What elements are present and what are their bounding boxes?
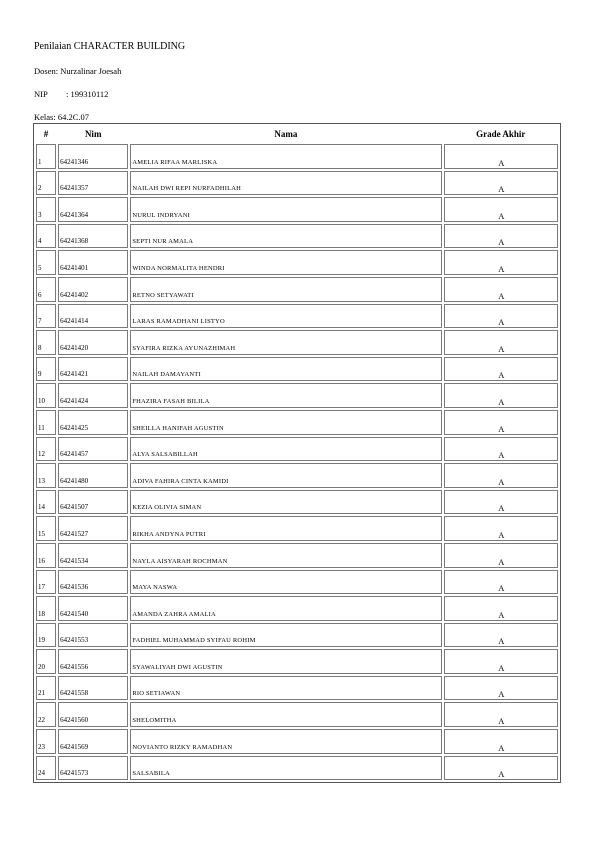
table-row — [36, 676, 558, 701]
student-name-cell — [130, 676, 441, 701]
column-header-nim: Nim — [84, 129, 102, 139]
row-number-cell — [36, 304, 56, 329]
student-nim-cell — [58, 197, 128, 222]
student-name-cell — [130, 702, 441, 727]
student-nim-cell — [58, 649, 128, 674]
student-nim-cell — [58, 702, 128, 727]
final-grade-cell — [444, 410, 558, 435]
student-nim: 64241457 — [60, 450, 89, 459]
student-nim: 64241357 — [60, 184, 89, 193]
table-row — [36, 490, 558, 515]
table-row — [36, 304, 558, 329]
row-number-cell — [36, 171, 56, 196]
student-name: ALYA SALSABILLAH — [132, 451, 198, 459]
student-name: AMANDA ZAHRA AMALIA — [132, 610, 216, 618]
table-row — [36, 729, 558, 754]
student-nim: 64241540 — [60, 609, 89, 618]
row-number: 4 — [38, 237, 42, 246]
table-row — [36, 171, 558, 196]
table-row — [36, 357, 558, 382]
row-number-cell — [36, 224, 56, 249]
student-name: NURUL INDRYANI — [132, 211, 190, 219]
student-nim-cell — [58, 277, 128, 302]
row-number: 12 — [38, 450, 45, 459]
column-header-number: # — [43, 129, 49, 139]
final-grade: A — [498, 423, 505, 434]
table-row — [36, 410, 558, 435]
student-nim-cell — [58, 490, 128, 515]
table-body — [36, 144, 558, 780]
final-grade: A — [498, 636, 505, 647]
student-nim: 64241573 — [60, 769, 89, 778]
student-nim-cell — [58, 171, 128, 196]
row-number: 17 — [38, 583, 45, 592]
student-nim-cell — [58, 410, 128, 435]
final-grade-cell — [444, 171, 558, 196]
row-number: 5 — [38, 263, 42, 272]
final-grade-cell — [444, 756, 558, 781]
row-number: 14 — [38, 503, 45, 512]
student-nim: 64241560 — [60, 716, 89, 725]
final-grade: A — [498, 237, 505, 248]
final-grade-cell — [444, 676, 558, 701]
final-grade-cell — [444, 516, 558, 541]
student-nim-cell — [58, 623, 128, 648]
row-number: 10 — [38, 396, 45, 405]
student-nim: 64241480 — [60, 476, 89, 485]
final-grade: A — [498, 184, 505, 195]
student-name-cell — [130, 570, 441, 595]
student-name-cell — [130, 250, 441, 275]
student-nim: 64241527 — [60, 529, 89, 538]
final-grade: A — [498, 742, 505, 753]
final-grade: A — [498, 263, 505, 274]
student-nim-cell — [58, 250, 128, 275]
student-nim-cell — [58, 676, 128, 701]
final-grade: A — [498, 583, 505, 594]
final-grade: A — [498, 689, 505, 700]
row-number-cell — [36, 596, 56, 621]
student-name-cell — [130, 410, 441, 435]
student-name-cell — [130, 649, 441, 674]
final-grade: A — [498, 503, 505, 514]
final-grade-cell — [444, 304, 558, 329]
final-grade-cell — [444, 490, 558, 515]
row-number-cell — [36, 250, 56, 275]
student-nim: 64241401 — [60, 263, 89, 272]
row-number-cell — [36, 516, 56, 541]
student-nim: 64241425 — [60, 423, 89, 432]
row-number: 20 — [38, 662, 45, 671]
student-name-cell — [130, 543, 441, 568]
student-nim-cell — [58, 383, 128, 408]
final-grade-cell — [444, 357, 558, 382]
student-name: RIO SETIAWAN — [132, 690, 181, 698]
student-name: NAILAH DAMAYANTI — [132, 371, 201, 379]
row-number: 21 — [38, 689, 45, 698]
final-grade: A — [498, 396, 505, 407]
final-grade: A — [498, 157, 505, 168]
student-nim: 64241536 — [60, 583, 89, 592]
student-nim: 64241534 — [60, 556, 89, 565]
student-name-cell — [130, 197, 441, 222]
student-nim-cell — [58, 357, 128, 382]
row-number: 2 — [38, 184, 42, 193]
student-name-cell — [130, 729, 441, 754]
student-name: FADHIEL MUHAMMAD SYIFAU ROHIM — [132, 637, 256, 645]
student-name-cell — [130, 596, 441, 621]
column-header-nama: Nama — [274, 129, 298, 139]
student-nim-cell — [58, 516, 128, 541]
student-name: RIKHA ANDYNA PUTRI — [132, 530, 206, 538]
row-number: 8 — [38, 343, 42, 352]
row-number-cell — [36, 543, 56, 568]
final-grade-cell — [444, 277, 558, 302]
student-name: SEPTI NUR AMALA — [132, 238, 194, 246]
student-name: SYAFIRA RIZKA AYUNAZHIMAH — [132, 344, 236, 352]
student-name-cell — [130, 623, 441, 648]
final-grade-cell — [444, 197, 558, 222]
table-row — [36, 570, 558, 595]
final-grade: A — [498, 476, 505, 487]
final-grade: A — [498, 609, 505, 620]
student-name-cell — [130, 490, 441, 515]
student-name-cell — [130, 144, 441, 169]
row-number-cell — [36, 570, 56, 595]
student-nim: 64241424 — [60, 396, 89, 405]
grades-table — [33, 123, 561, 783]
student-nim: 64241420 — [60, 343, 89, 352]
final-grade: A — [498, 662, 505, 673]
student-name: ADIVA FAHIRA CINTA KAMIDI — [132, 477, 229, 485]
student-nim: 64241556 — [60, 662, 89, 671]
row-number: 16 — [38, 556, 45, 565]
student-name-cell — [130, 437, 441, 462]
final-grade: A — [498, 450, 505, 461]
student-name: KEZIA OLIVIA SIMAN — [132, 504, 202, 512]
student-nim: 64241421 — [60, 370, 89, 379]
final-grade: A — [498, 370, 505, 381]
row-number: 22 — [38, 716, 45, 725]
row-number: 24 — [38, 769, 45, 778]
student-name: SALSABILA — [132, 770, 170, 778]
student-name-cell — [130, 304, 441, 329]
class-code: Kelas: 64.2C.07 — [34, 112, 90, 122]
row-number-cell — [36, 437, 56, 462]
student-name: NAYLA AISYARAH ROCHMAN — [132, 557, 228, 565]
student-nim: 64241364 — [60, 210, 89, 219]
final-grade-cell — [444, 250, 558, 275]
final-grade-cell — [444, 702, 558, 727]
student-name: LARAS RAMADHANI LISTYO — [132, 318, 225, 326]
row-number: 1 — [38, 157, 42, 166]
row-number-cell — [36, 702, 56, 727]
student-name-cell — [130, 171, 441, 196]
student-nim-cell — [58, 330, 128, 355]
table-row — [36, 197, 558, 222]
student-nim: 64241553 — [60, 636, 89, 645]
row-number: 11 — [38, 423, 45, 432]
final-grade: A — [498, 556, 505, 567]
final-grade-cell — [444, 570, 558, 595]
student-nim-cell — [58, 570, 128, 595]
student-name: SYAWALIYAH DWI AGUSTIN — [132, 663, 223, 671]
row-number-cell — [36, 676, 56, 701]
table-row — [36, 543, 558, 568]
row-number: 15 — [38, 529, 45, 538]
final-grade-cell — [444, 437, 558, 462]
table-row — [36, 756, 558, 781]
final-grade-cell — [444, 729, 558, 754]
student-nim: 64241507 — [60, 503, 89, 512]
table-row — [36, 144, 558, 169]
final-grade-cell — [444, 649, 558, 674]
table-row — [36, 250, 558, 275]
lecturer-nip — [34, 89, 108, 99]
table-row — [36, 330, 558, 355]
column-header-grade: Grade Akhir — [476, 129, 526, 139]
final-grade-cell — [444, 596, 558, 621]
table-row — [36, 437, 558, 462]
student-nim-cell — [58, 756, 128, 781]
student-name-cell — [130, 330, 441, 355]
row-number-cell — [36, 277, 56, 302]
lecturer-name: Dosen: Nurzalinar Joesah — [34, 66, 122, 76]
row-number-cell — [36, 383, 56, 408]
student-nim-cell — [58, 463, 128, 488]
final-grade-cell — [444, 463, 558, 488]
final-grade: A — [498, 210, 505, 221]
student-nim-cell — [58, 144, 128, 169]
table-row — [36, 596, 558, 621]
student-name: AMELIA RIFAA MARLISKA — [132, 158, 218, 166]
final-grade: A — [498, 769, 505, 780]
student-nim-cell — [58, 437, 128, 462]
final-grade: A — [498, 290, 505, 301]
student-name-cell — [130, 463, 441, 488]
row-number-cell — [36, 756, 56, 781]
final-grade-cell — [444, 144, 558, 169]
table-row — [36, 516, 558, 541]
table-row — [36, 649, 558, 674]
student-nim: 64241558 — [60, 689, 89, 698]
final-grade-cell — [444, 383, 558, 408]
row-number-cell — [36, 649, 56, 674]
student-nim-cell — [58, 224, 128, 249]
student-nim-cell — [58, 729, 128, 754]
table-row — [36, 224, 558, 249]
student-name-cell — [130, 383, 441, 408]
row-number-cell — [36, 357, 56, 382]
row-number-cell — [36, 623, 56, 648]
table-row — [36, 623, 558, 648]
row-number: 7 — [38, 317, 42, 326]
final-grade-cell — [444, 330, 558, 355]
row-number: 3 — [38, 210, 42, 219]
page-title: Penilaian CHARACTER BUILDING — [34, 41, 186, 52]
row-number: 23 — [38, 742, 45, 751]
student-nim: 64241402 — [60, 290, 89, 299]
student-nim: 64241368 — [60, 237, 89, 246]
row-number-cell — [36, 463, 56, 488]
row-number-cell — [36, 729, 56, 754]
row-number: 9 — [38, 370, 42, 379]
student-name: SHEILLA HANIFAH AGUSTIN — [132, 424, 224, 432]
student-nim-cell — [58, 304, 128, 329]
student-name: NAILAH DWI REPI NURFADHILAH — [132, 185, 242, 193]
nip-value: : 199310112 — [66, 89, 109, 99]
table-row — [36, 383, 558, 408]
student-nim: 64241569 — [60, 742, 89, 751]
final-grade: A — [498, 317, 505, 328]
student-name: MAYA NASWA — [132, 584, 178, 592]
student-name-cell — [130, 277, 441, 302]
row-number-cell — [36, 197, 56, 222]
student-nim: 64241346 — [60, 157, 89, 166]
student-name: SHELOMITHA — [132, 717, 177, 725]
row-number-cell — [36, 410, 56, 435]
student-name-cell — [130, 357, 441, 382]
row-number: 18 — [38, 609, 45, 618]
table-row — [36, 277, 558, 302]
student-name-cell — [130, 224, 441, 249]
row-number: 6 — [38, 290, 42, 299]
student-nim: 64241414 — [60, 317, 89, 326]
row-number: 19 — [38, 636, 45, 645]
final-grade-cell — [444, 543, 558, 568]
final-grade: A — [498, 529, 505, 540]
row-number-cell — [36, 490, 56, 515]
row-number-cell — [36, 330, 56, 355]
student-name: FHAZIRA FASAH BILILA — [132, 397, 210, 405]
student-name-cell — [130, 756, 441, 781]
row-number: 13 — [38, 476, 45, 485]
table-row — [36, 463, 558, 488]
final-grade-cell — [444, 623, 558, 648]
student-name: RETNO SETYAWATI — [132, 291, 194, 299]
student-name-cell — [130, 516, 441, 541]
student-nim-cell — [58, 543, 128, 568]
final-grade: A — [498, 343, 505, 354]
row-number-cell — [36, 144, 56, 169]
final-grade: A — [498, 716, 505, 727]
student-name: NOVIANTO RIZKY RAMADHAN — [132, 743, 233, 751]
final-grade-cell — [444, 224, 558, 249]
table-row — [36, 702, 558, 727]
student-nim-cell — [58, 596, 128, 621]
student-name: WINDA NORMALITA HENDRI — [132, 264, 225, 272]
table-header-row — [36, 126, 558, 142]
nip-label: NIP — [34, 89, 48, 99]
